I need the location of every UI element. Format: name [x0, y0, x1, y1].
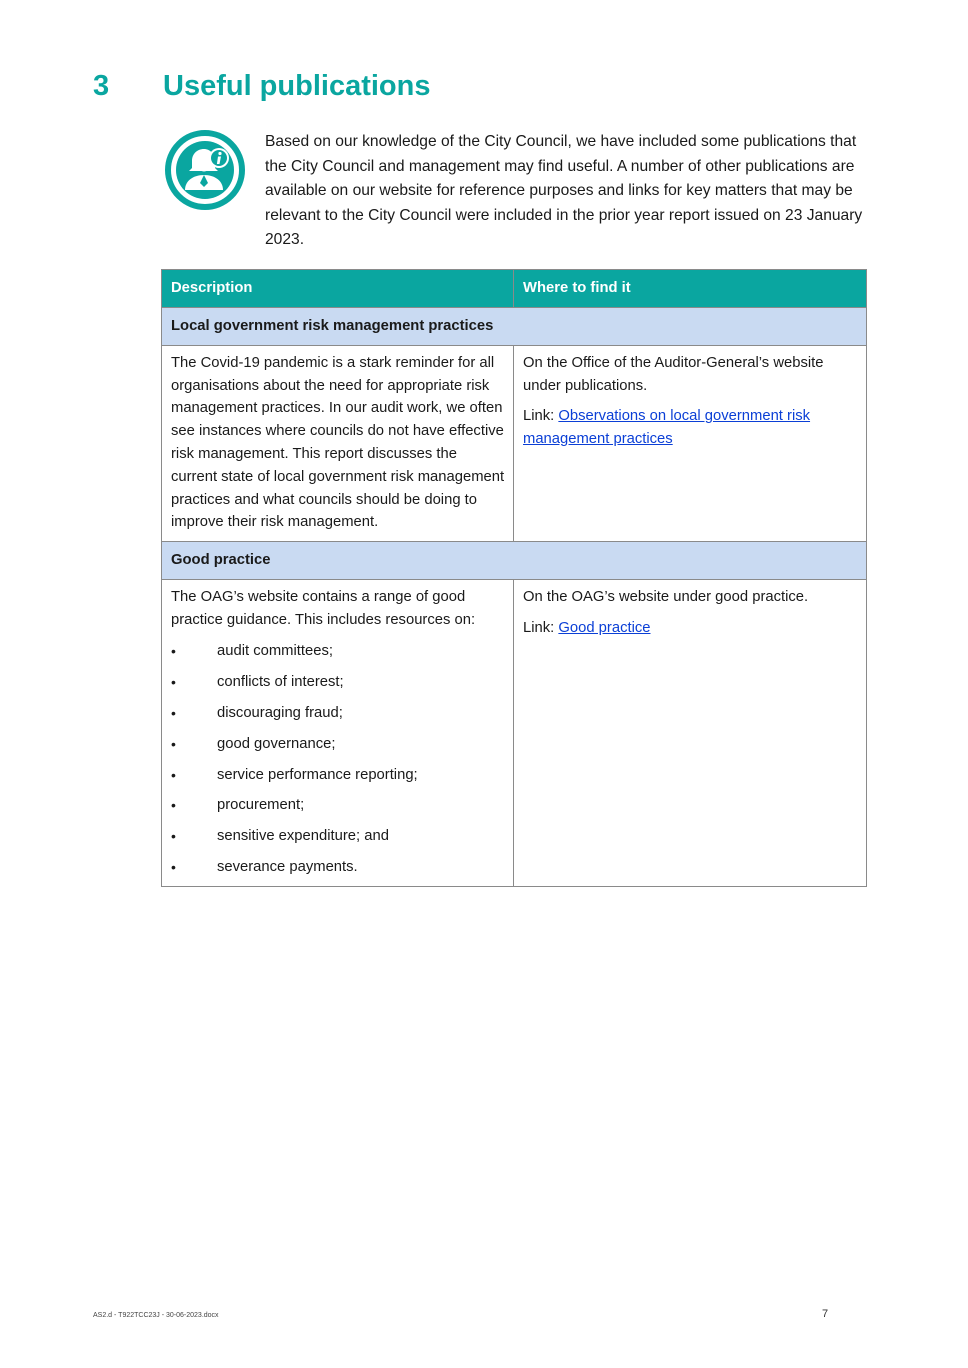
section-row — [162, 308, 867, 346]
table-row — [162, 345, 867, 541]
description-text: The Covid-19 pandemic is a stark reminder for all organisations about the need for appropriate risk management practices. In our audit work, we often see instances where councils do not have effective risk management. This report discusses the current state of local government risk management practices and what councils should be doing to improve their risk management. — [171, 354, 505, 531]
where-text: On the OAG’s website under good practice. — [523, 588, 809, 605]
description-cell — [162, 579, 514, 886]
bullet-icon: • — [171, 673, 176, 690]
list-item: • procurement; — [171, 794, 505, 817]
section-number: 3 — [93, 70, 110, 102]
footer-doc-ref: AS2.d - T922TCC23J - 30-06-2023.docx — [93, 1312, 219, 1319]
column-header-where: Where to find it — [514, 270, 867, 308]
person-info-icon — [163, 128, 247, 212]
publications-table — [161, 269, 867, 887]
section-row — [162, 542, 867, 580]
section-title: Useful publications — [163, 70, 431, 102]
list-item: • conflicts of interest; — [171, 671, 505, 694]
link-prefix: Link: — [523, 619, 559, 636]
page-number: 7 — [822, 1308, 829, 1320]
link-line — [523, 405, 858, 451]
list-item: • good governance; — [171, 733, 505, 756]
description-cell — [162, 345, 514, 541]
intro-paragraph: Based on our knowledge of the City Council, we have included some publications that the City Council and management may find useful. A number of other publications are available on our website for reference purposes and links for key matters that may be relevant to the City Council were included in the prior year report issued on 23 January 2023. — [265, 133, 863, 248]
good-practice-link[interactable]: Good practice — [558, 619, 651, 636]
resource-list — [171, 640, 505, 880]
section-title-risk: Local government risk management practices — [162, 308, 867, 346]
where-cell — [514, 579, 867, 886]
bullet-icon: • — [171, 859, 176, 876]
where-text: On the Office of the Auditor-General’s website under publications. — [523, 354, 824, 394]
bullet-icon: • — [171, 828, 176, 845]
bullet-icon: • — [171, 797, 176, 814]
section-heading — [93, 70, 430, 110]
bullet-icon: • — [171, 704, 176, 721]
section-title-good-practice: Good practice — [162, 542, 867, 580]
table-row — [162, 579, 867, 886]
bullet-icon: • — [171, 735, 176, 752]
bullet-icon: • — [171, 642, 176, 659]
risk-management-link[interactable]: Observations on local government risk management practices — [523, 408, 811, 448]
list-item: • severance payments. — [171, 856, 505, 879]
bullet-icon: • — [171, 766, 176, 783]
list-item: • sensitive expenditure; and — [171, 825, 505, 848]
list-item: • service performance reporting; — [171, 764, 505, 787]
description-text: The OAG’s website contains a range of good practice guidance. This includes resources on: — [171, 588, 476, 628]
where-cell — [514, 345, 867, 541]
link-line — [523, 617, 858, 640]
list-item: • audit committees; — [171, 640, 505, 663]
table-header-row — [162, 270, 867, 308]
list-item: • discouraging fraud; — [171, 702, 505, 725]
column-header-description: Description — [162, 270, 514, 308]
link-prefix: Link: — [523, 408, 559, 425]
